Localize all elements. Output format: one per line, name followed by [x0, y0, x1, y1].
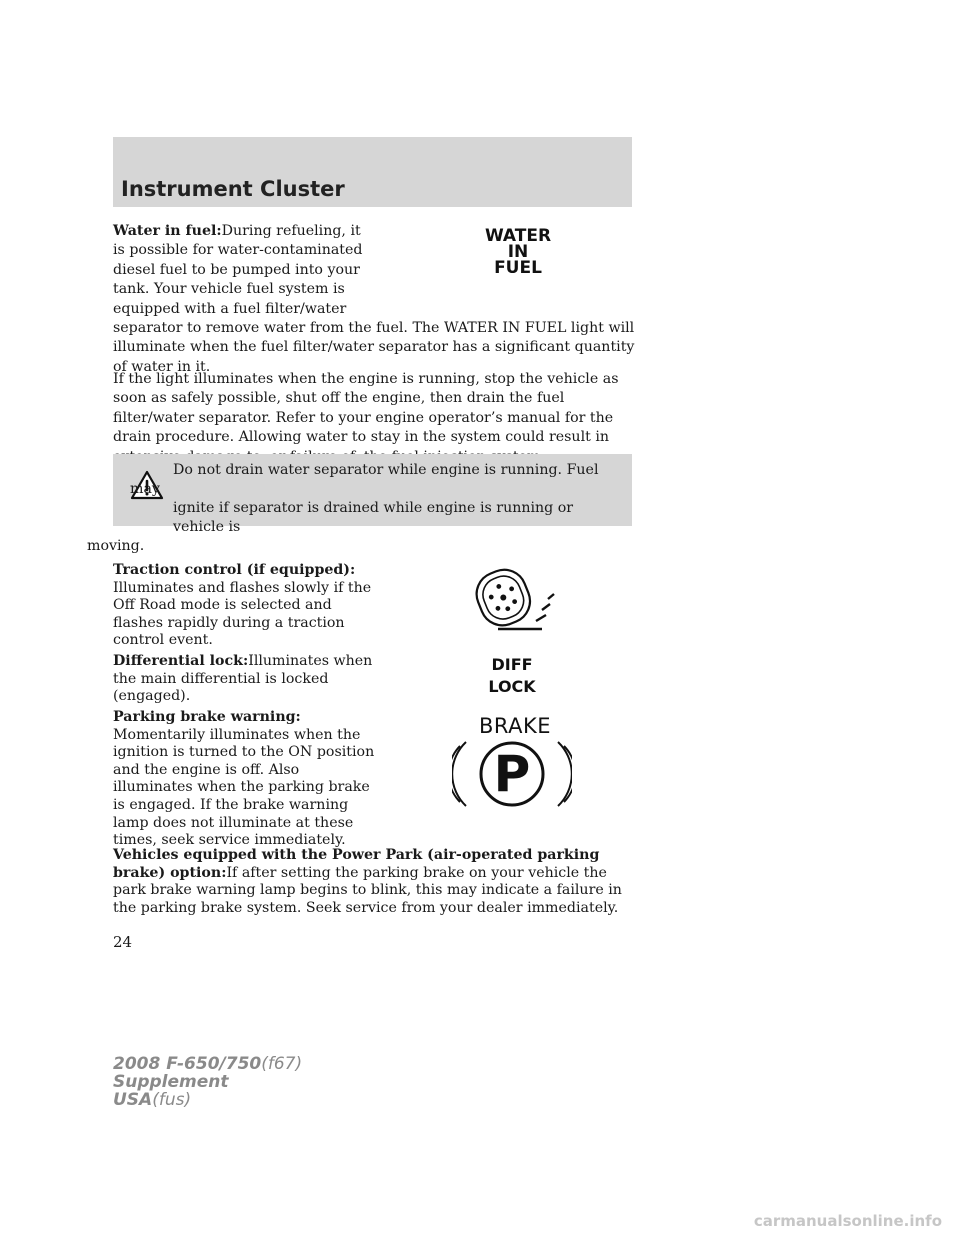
differential-lock-heading: Differential lock: [113, 653, 249, 669]
water-in-fuel-icon: WATER IN FUEL [484, 226, 552, 278]
traction-control-paragraph: Traction control (if equipped): Illuminates and flashes slowly if the Off Road mode is selected and flashes rapidly during a traction control event. [113, 562, 372, 649]
parking-brake-heading: Parking brake warning: [113, 709, 301, 725]
page-number: 24 [113, 933, 133, 951]
warning-text: Do not drain water separator while engine is running. Fuel may ignite if separator is drained while engine is running or vehicle is moving. [87, 462, 599, 554]
section-header [113, 137, 632, 207]
engine-running-paragraph: If the light illuminates when the engine is running, stop the vehicle as soon as safely possible, shut off the engine, then drain the fuel filter/water separator. Refer to your engine operator’s manual for the drain procedure. Allowing water to stay in the system could result in [113, 371, 619, 446]
footer-edition: 2008 F-650/750(f67) Supplement USA(fus) [113, 1054, 303, 1110]
section-title: Instrument Cluster [121, 177, 345, 201]
watermark: carmanualsonline.info [753, 1212, 942, 1230]
power-park-paragraph: Vehicles equipped with the Power Park (air-operated parking brake) option:If after setting the parking brake on your vehicle the park brake warning lamp begins to blink, this may indicate a failure in the parking brake system. Seek service from your dealer immediately. [113, 847, 622, 916]
differential-lock-paragraph: Differential lock:Illuminates when the main differential is locked (engaged). [113, 653, 373, 705]
parking-brake-paragraph: Parking brake warning: Momentarily illuminates when the ignition is turned to the ON position and the engine is off. Also illuminates when the parking brake is engaged. If the brake warning lamp does not illuminate at these times, seek service immediately. [113, 709, 375, 849]
traction-control-icon [470, 563, 560, 633]
brake-label: BRAKE [478, 714, 552, 738]
water-in-fuel-paragraph-cont: separator to remove water from the fuel. The WATER IN FUEL light will illuminate when the fuel filter/water separator has a significant quantity of water in it. [113, 320, 635, 375]
water-in-fuel-heading: Water in fuel: [113, 223, 222, 239]
diff-lock-icon: DIFF LOCK [488, 655, 536, 696]
traction-control-heading: Traction control (if equipped): [113, 562, 356, 578]
water-in-fuel-paragraph: Water in fuel:During refueling, it is possible for water-contaminated diesel fuel to be pumped into your tank. Your vehicle fuel system is equipped with a fuel filter/water [113, 223, 363, 317]
power-park-heading: Vehicles equipped with the Power Park (air-operated parking [113, 847, 600, 863]
parking-p-letter: P [493, 745, 531, 803]
